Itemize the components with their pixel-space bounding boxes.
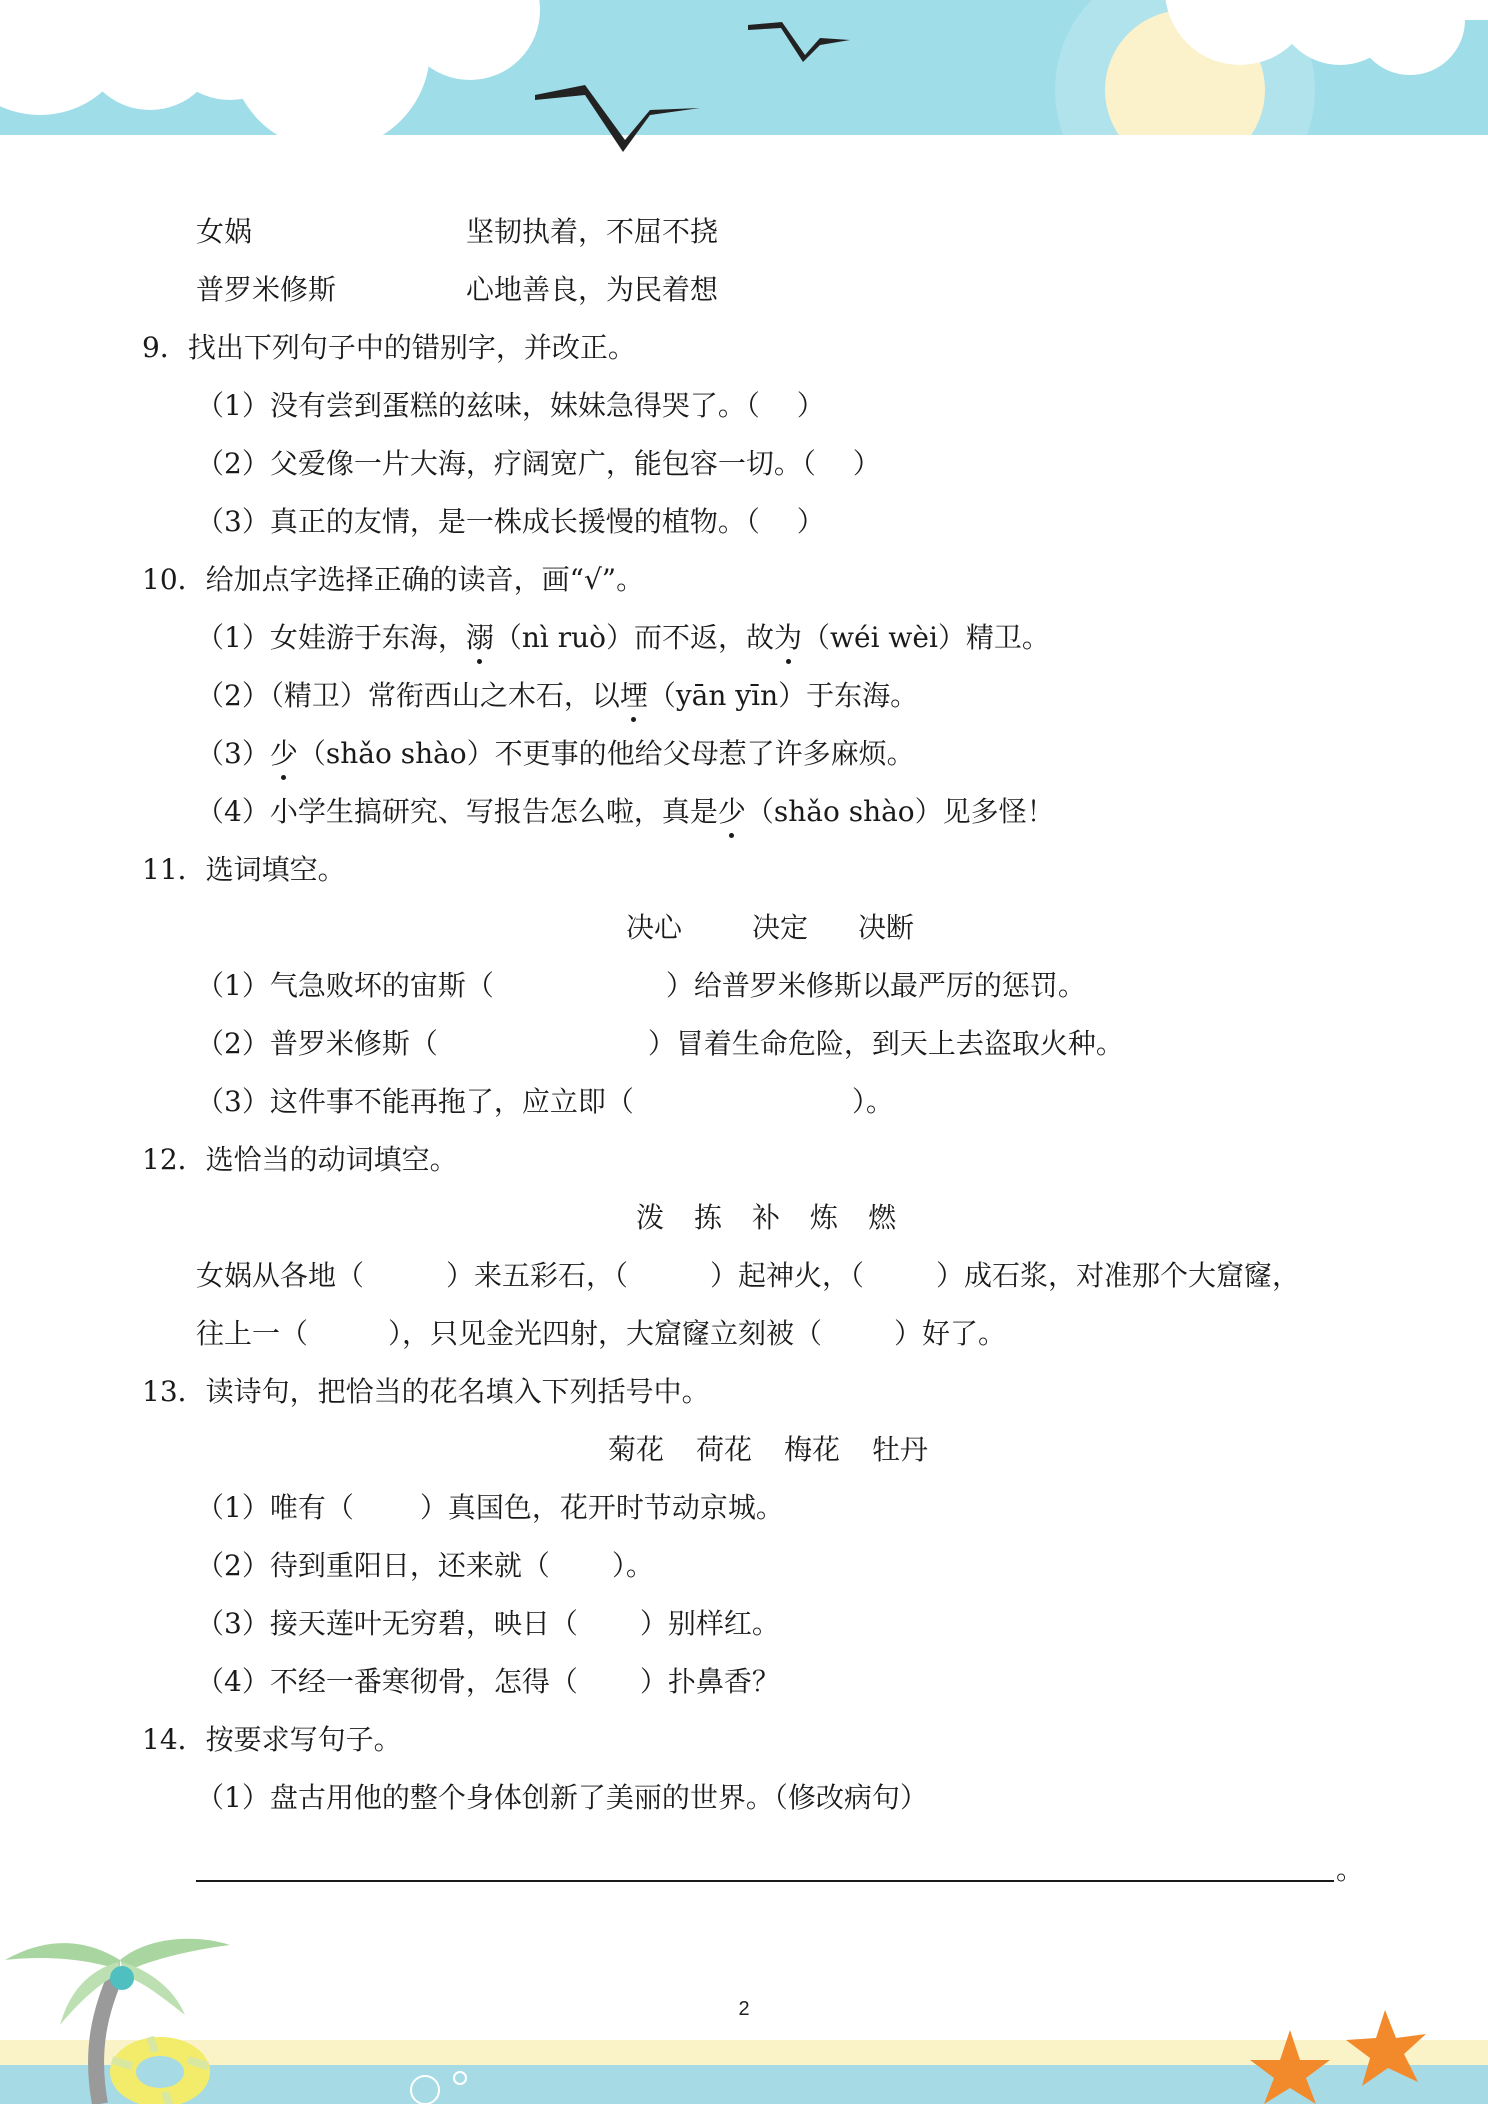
dotted-character: 溺 xyxy=(465,621,494,654)
match-row-2-right: 心地善良，为民着想 xyxy=(466,273,719,306)
word-bank-13: 菊花 荷花 梅花 牡丹 xyxy=(608,1433,929,1466)
question-13-item-2: （2）待到重阳日，还来就（ ）。 xyxy=(196,1549,654,1582)
question-14-item-1: （1）盘古用他的整个身体创新了美丽的世界。（修改病句） xyxy=(196,1781,928,1814)
dotted-character: 少 xyxy=(717,795,746,828)
question-14-title: 14．按要求写句子。 xyxy=(142,1723,402,1756)
question-9-item-2: （2）父爱像一片大海，疗阔宽广，能包容一切。（ ） xyxy=(196,447,881,480)
word-bank-11: 决心 决定 决断 xyxy=(626,911,915,944)
question-11-item-3: （3）这件事不能再拖了，应立即（ ）。 xyxy=(196,1085,894,1118)
question-11-item-1: （1）气急败坏的宙斯（ ）给普罗米修斯以最严厉的惩罚。 xyxy=(196,969,1086,1002)
match-row-2-left: 普罗米修斯 xyxy=(196,273,337,306)
question-9-item-1: （1）没有尝到蛋糕的兹味，妹妹急得哭了。（ ） xyxy=(196,389,825,422)
question-10-title: 10．给加点字选择正确的读音，画“√”。 xyxy=(142,563,645,596)
question-10-item-1: （1）女娃游于东海，溺（nì ruò）而不返，故为（wéi wèi）精卫。 xyxy=(196,621,1050,654)
question-13-item-4: （4）不经一番寒彻骨，怎得（ ）扑鼻香？ xyxy=(196,1665,780,1698)
question-10-item-2: （2）（精卫）常衔西山之木石，以堙（yān yīn）于东海。 xyxy=(196,679,919,712)
question-13-title: 13．读诗句，把恰当的花名填入下列括号中。 xyxy=(142,1375,710,1408)
question-9-item-3: （3）真正的友情，是一株成长援慢的植物。（ ） xyxy=(196,505,825,538)
match-row-1-left: 女娲 xyxy=(196,215,253,248)
question-9-title: 9．找出下列句子中的错别字，并改正。 xyxy=(142,331,636,364)
question-10-item-3: （3）少（shǎo shào）不更事的他给父母惹了许多麻烦。 xyxy=(196,737,915,770)
question-13-item-3: （3）接天莲叶无穷碧，映日（ ）别样红。 xyxy=(196,1607,780,1640)
word-bank-12: 泼 拣 补 炼 燃 xyxy=(636,1201,897,1234)
swim-ring-icon xyxy=(110,2037,210,2104)
question-11-item-2: （2）普罗米修斯（ ）冒着生命危险，到天上去盗取火种。 xyxy=(196,1027,1124,1060)
dotted-character: 堙 xyxy=(619,679,648,712)
question-11-title: 11．选词填空。 xyxy=(142,853,346,886)
question-13-item-1: （1）唯有（ ）真国色，花开时节动京城。 xyxy=(196,1491,784,1524)
question-12-title: 12．选恰当的动词填空。 xyxy=(142,1143,458,1176)
match-row-1-right: 坚韧执着，不屈不挠 xyxy=(466,215,719,248)
page-number: 2 xyxy=(738,1998,750,2020)
answer-line-end-mark: 。 xyxy=(1336,1853,1365,1886)
dotted-character: 为 xyxy=(774,621,803,654)
question-10-item-4: （4）小学生搞研究、写报告怎么啦，真是少（shǎo shào）见多怪！ xyxy=(196,795,1055,828)
answer-line xyxy=(196,1880,1334,1882)
question-12-paragraph-line-1: 女娲从各地（ ）来五彩石，（ ）起神火，（ ）成石浆，对准那个大窟窿， xyxy=(196,1259,1301,1292)
question-12-paragraph-line-2: 往上一（ ），只见金光四射，大窟窿立刻被（ ）好了。 xyxy=(196,1317,1007,1350)
sky-header-illustration xyxy=(0,0,1488,170)
dotted-character: 少 xyxy=(269,737,298,770)
